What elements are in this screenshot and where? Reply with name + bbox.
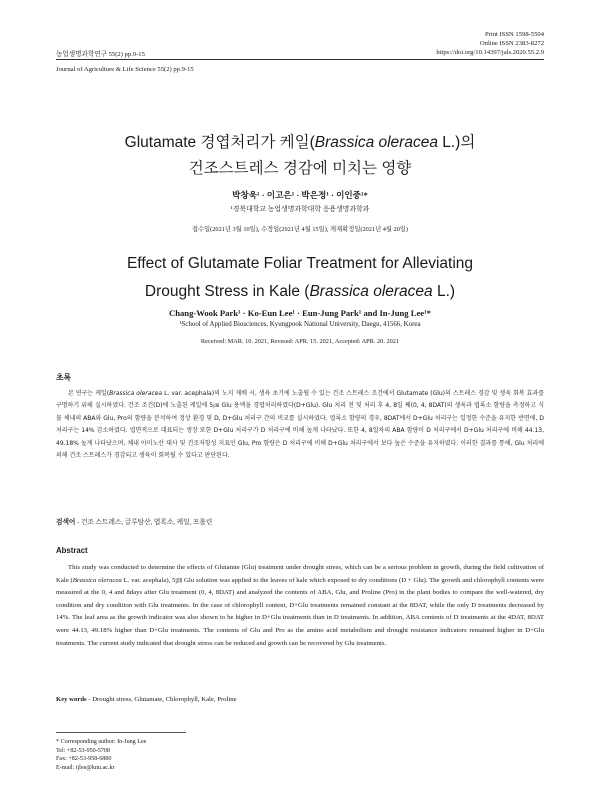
title-en <box>40 253 560 303</box>
keywords-en-text: - Drought stress, Glutamate, Chlorophyll, Kale, Proline <box>86 696 237 703</box>
authors-ko: 박창욱¹ · 이고은¹ · 박은정¹ · 이인중¹* <box>232 190 368 200</box>
abstract-en-heading: Abstract <box>56 546 88 555</box>
title-ko-line1-italic: Brassica oleracea <box>314 134 438 151</box>
header-rule <box>56 59 544 60</box>
issn-block <box>436 30 544 57</box>
abstract-ko-italic: Brassica oleracea <box>109 390 163 397</box>
keywords-ko-text: - 건조 스트레스, 글루탐산, 엽록소, 케일, 프롤린 <box>75 519 213 526</box>
abstract-en-italic: Brassica oleracea <box>72 576 122 584</box>
affil-ko: ¹경북대학교 농업생명과학대학 응용생명과학과 <box>230 206 370 213</box>
abstract-en-post: L. var. acephala), 5㎛ Glu solution was applied to the leaves of kale which exposed to dry conditions (D + Glu). The growth and chlorophyll contents were measured at the 0, 4 and 8days after Glu treatment (0, 4, 8DAT) and analyzed the contents of ABA, Glu, and Proline (Pro) in the plant bodies to compare the well-watered, dry condition and dry condition with Glu treatments. In the case of chlorophyll content, D+Glu treatments remained constant at the 8DAT, while the only D treatments decreased by 14%. The leaf area as the growth indicator was also shown to be higher in D+Glu treatments than in D treatments. In addition, ABA contents of D treatments at the 4DAT, 8DAT were 44.13, 49.18% higher than D+Glu treatments. The contents of Glu and Pro as the amino acid metabolism and drought resistance indicators remained higher in D+Glu treatments. The current study indicated that drought stress can be reduced and growth can be recovered by Glu treatments. <box>56 576 544 647</box>
affil-en: ¹School of Applied Biosciences, Kyungpook National University, Daegu, 41566, Korea <box>179 321 421 328</box>
keywords-ko <box>56 516 544 526</box>
authors-en: Chang-Wook Park¹ · Ko-Eun Lee¹ · Eun-Jung Park¹ and In-Jung Lee¹* <box>169 308 431 318</box>
title-ko <box>40 132 560 180</box>
abstract-en-pre: This study was conducted to determine the effects of Glutamte (Glu) treatment under drought stress, which can be a serious problem in growth, during the field cultivation of Kale ( <box>56 564 544 584</box>
title-ko-line1-pre: Glutamate 경엽처리가 케일( <box>124 134 315 151</box>
title-en-line1: Effect of Glutamate Foliar Treatment for Alleviating <box>126 255 474 272</box>
title-ko-line1-post: L.)의 <box>437 134 476 151</box>
keywords-en <box>56 696 544 703</box>
doi-link[interactable]: https://doi.org/10.14397/jals.2020.55.2.9 <box>436 49 544 56</box>
title-ko-line2: 건조스트레스 경감에 미치는 영향 <box>188 160 412 177</box>
footnote-email[interactable]: E-mail: ijlee@knu.ac.kr <box>56 764 115 771</box>
abstract-ko-pre: 본 연구는 케일( <box>68 390 110 397</box>
keywords-en-label: Key words <box>56 696 87 703</box>
title-en-line2-italic: Brassica oleracea <box>309 283 433 300</box>
print-issn: Print ISSN 1598-5504 <box>485 31 544 38</box>
title-en-line2-pre: Drought Stress in Kale ( <box>144 283 310 300</box>
footnote-corresponding: * Corresponding author: In-Jung Lee <box>56 739 147 745</box>
title-en-line2-post: L.) <box>432 283 456 300</box>
abstract-ko-heading: 초록 <box>56 373 72 382</box>
footnote-fax: Fax: +82-53-958-6880 <box>56 756 112 763</box>
online-issn: Online ISSN 2383-8272 <box>479 40 544 47</box>
abstract-ko-post: L. var. acephala)의 노지 재배 시, 생육 초기에 노출될 수 있는 건조 스트레스 조건에서 Glutamate (Glu)의 스트레스 경감 및 생육 회복 효과를 구명하기 위해 실시하였다. 건조 조건(D)에 노출된 케일에 5㎛ Glu 용액을 경엽처리하였다(D+Glu). Glu 처리 전 및 처리 후 4, 8일 째(0, 4, 8DAT)의 생육과 엽록소 함량을 측정하고 식물 체내의 ABA와 Glu, Pro의 함량을 분석하여 정상 환경 및 D, D+Glu 처리구 간의 비교를 실시하였다. 엽록소 함량의 경우, 8DAT에서 D+Glu 처리구는 일정한 수준을 유지한 반면에, D처리구는 14% 감소하였다. 엽면적으로 대표되는 생장 또한 D+Glu 처리구가 D 처리구에 비해 높게 나타났다. 또한 4, 8일차의 ABA 함량이 D 처리구에서 D+Glu 처리구에 비해 44.13, 49.18% 높게 나타났으며, 체내 아미노산 대사 및 건조저항성 지표인 Glu, Pro 함량은 D 처리구에 비해 D+Glu 처리구에서 보다 높은 수준을 유지하였다. 이러한 결과를 통해, Glu 처리에 의해 건조 스트레스가 경감되고 생육이 회복될 수 있다고 판단된다. <box>56 390 544 460</box>
journal-en: Journal of Agriculture & Life Science 55(2) pp.9-15 <box>56 66 194 73</box>
footnote <box>56 738 146 772</box>
footnote-rule <box>56 732 186 733</box>
abstract-ko-body <box>56 388 544 462</box>
journal-ko: 농업생명과학연구 55(2) pp.9-15 <box>56 51 145 58</box>
keywords-ko-label: 검색어 <box>56 519 76 526</box>
abstract-en-body <box>56 562 544 650</box>
footnote-tel: Tel: +82-53-950-5708 <box>56 747 110 754</box>
dates-en: Received: MAR. 10. 2021, Revesed: APR. 15. 2021, Accepted: APR. 20. 2021 <box>200 338 400 345</box>
dates-ko: 접수일(2021년 3월 10일), 수정일(2021년 4월 15일), 게재확정일(2021년 4월 20일) <box>191 226 409 233</box>
